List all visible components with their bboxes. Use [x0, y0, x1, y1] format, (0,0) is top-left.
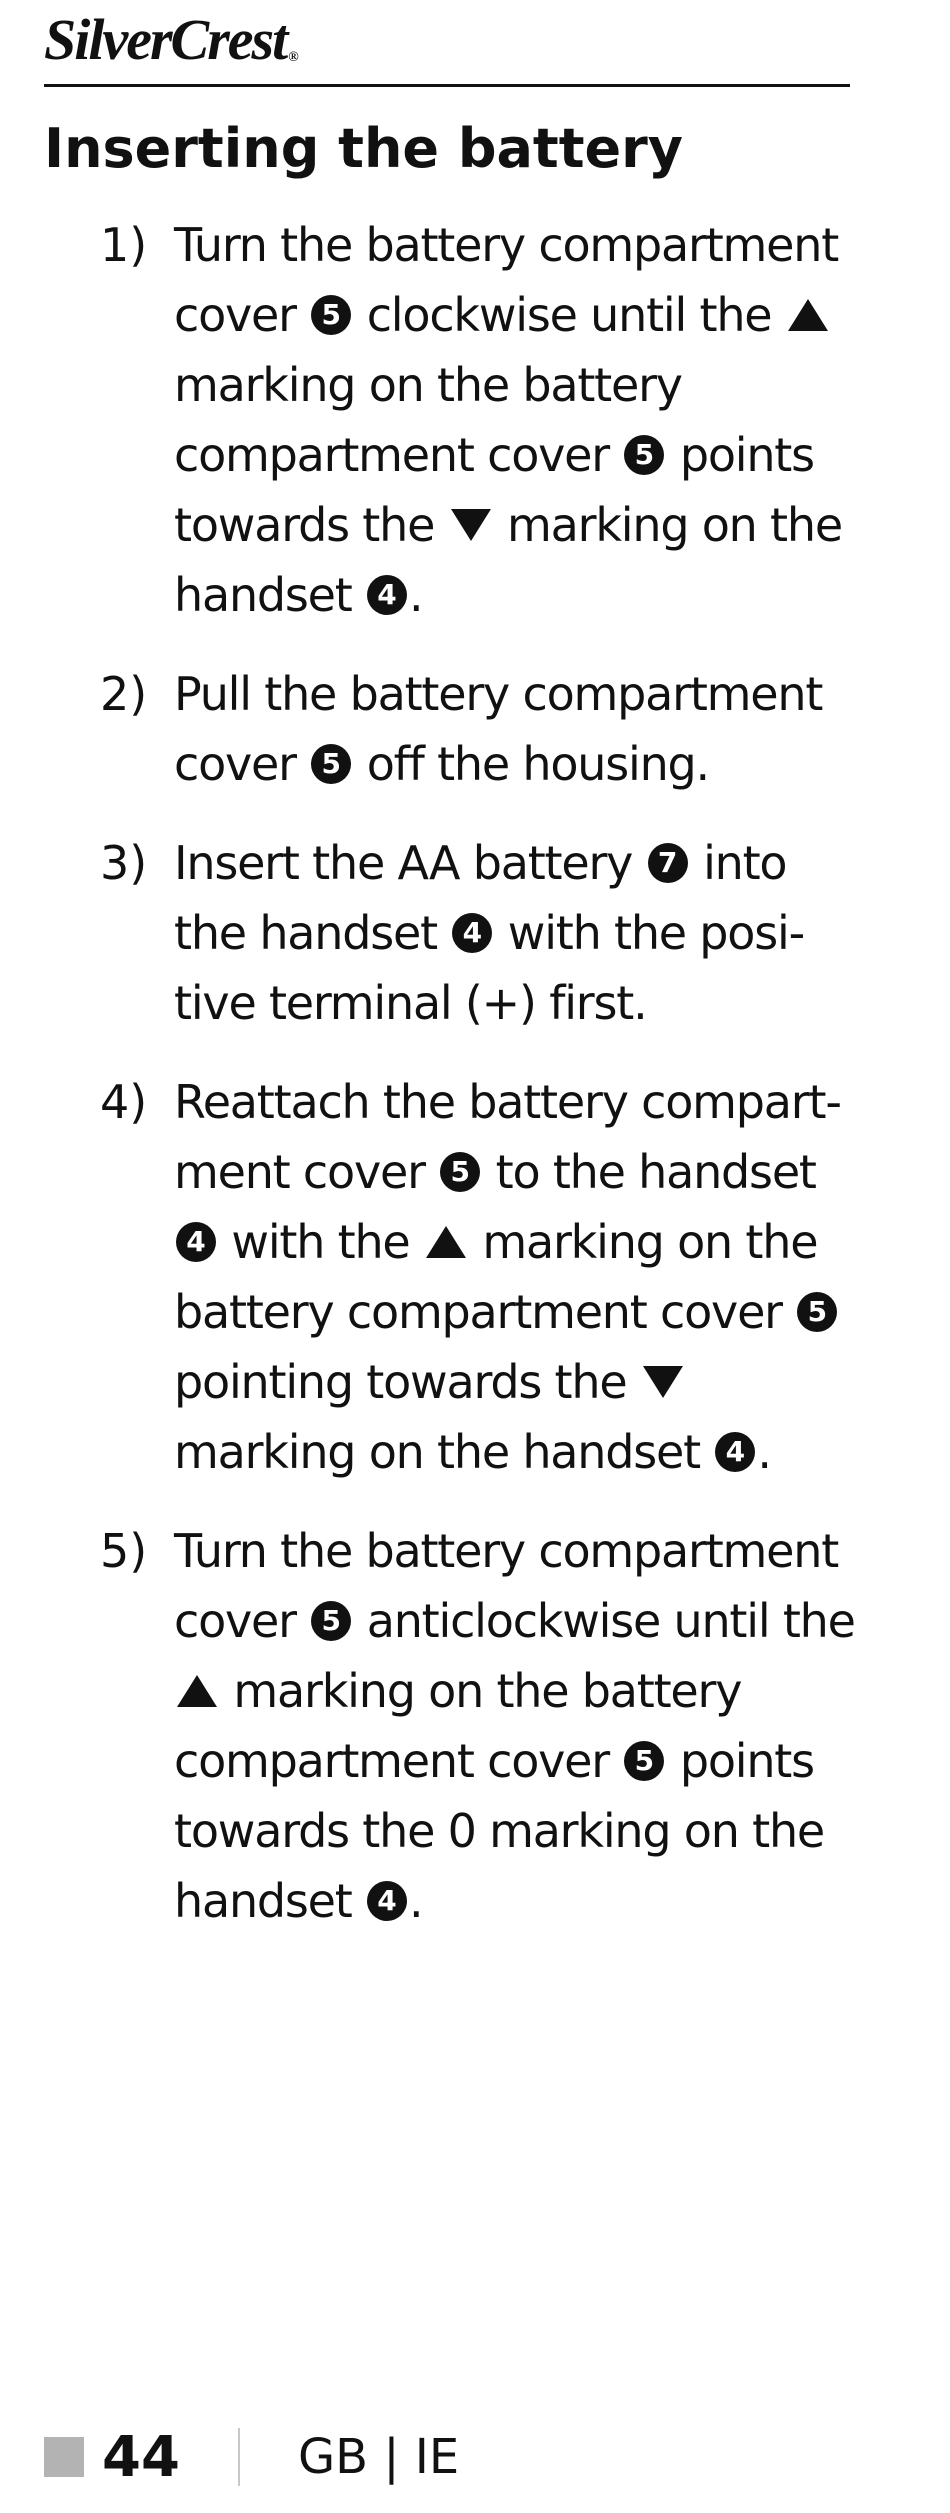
step-number: 5) — [100, 1524, 148, 1578]
triangle-up-icon — [787, 298, 829, 332]
step-number: 3) — [100, 836, 148, 890]
step-number: 4) — [100, 1075, 148, 1129]
step-text-segment: marking on the battery compartment cover — [174, 1215, 818, 1339]
step-number: 1) — [100, 218, 148, 272]
brand-logo — [44, 0, 297, 80]
step-text-segment: into the handset — [174, 836, 787, 960]
step-text — [174, 1067, 860, 1487]
step-text-segment: . — [409, 568, 423, 622]
step-text — [174, 828, 860, 1038]
part-number-badge: 5 — [311, 744, 351, 784]
step-item — [100, 1067, 860, 1487]
step-text-segment: off the housing. — [353, 737, 709, 791]
step-text-segment: Insert the AA battery — [174, 836, 646, 890]
page-footer — [44, 2422, 459, 2492]
part-number-badge: 4 — [176, 1222, 216, 1262]
section-title: Inserting the battery — [44, 117, 684, 180]
step-item — [100, 828, 860, 1038]
step-text-segment: marking on the handset — [174, 1425, 714, 1479]
registered-mark: ® — [288, 50, 297, 65]
triangle-up-icon — [176, 1674, 218, 1708]
step-item — [100, 1516, 860, 1936]
step-text-segment: marking on the battery compartment cover — [174, 1664, 742, 1788]
part-number-badge: 5 — [624, 1741, 664, 1781]
part-number-badge: 5 — [440, 1152, 480, 1192]
part-number-badge: 7 — [648, 843, 688, 883]
step-text — [174, 659, 860, 799]
triangle-up-icon — [425, 1225, 467, 1259]
step-text-segment: marking on the battery compartment cover — [174, 358, 682, 482]
part-number-badge: 5 — [624, 435, 664, 475]
part-number-badge: 4 — [452, 913, 492, 953]
footer-square-marker — [44, 2437, 84, 2477]
step-text-segment: anticlockwise until the — [353, 1594, 855, 1648]
step-text-segment: to the handset — [482, 1145, 816, 1199]
step-text-segment: Turn the battery compartment cover — [174, 218, 839, 342]
triangle-down-icon — [642, 1365, 684, 1399]
step-text-segment: Pull the battery compartment cover — [174, 667, 823, 791]
part-number-badge: 4 — [367, 1881, 407, 1921]
header-rule — [44, 84, 850, 87]
step-text-segment: pointing towards the — [174, 1355, 640, 1409]
step-item — [100, 659, 860, 799]
step-item — [100, 210, 860, 630]
step-text-segment: . — [409, 1874, 423, 1928]
footer-separator — [238, 2428, 240, 2486]
step-text-segment: clockwise until the — [353, 288, 785, 342]
brand-name: SilverCrest — [44, 7, 287, 72]
part-number-badge: 5 — [311, 295, 351, 335]
step-text — [174, 1516, 860, 1936]
step-text-segment: Turn the battery compartment cover — [174, 1524, 839, 1648]
triangle-down-icon — [450, 508, 492, 542]
instruction-steps — [100, 210, 860, 1965]
step-text-segment: with the — [218, 1215, 423, 1269]
step-number: 2) — [100, 667, 148, 721]
part-number-badge: 5 — [311, 1601, 351, 1641]
step-text-segment: marking on the handset — [174, 498, 842, 622]
step-text-segment: . — [757, 1425, 771, 1479]
step-text-segment: with the posi-tive terminal (+) first. — [174, 906, 804, 1030]
step-text-segment: points towards the — [174, 428, 814, 552]
language-label: GB | IE — [297, 2429, 460, 2485]
part-number-badge: 4 — [367, 575, 407, 615]
page-number: 44 — [102, 2424, 180, 2490]
part-number-badge: 5 — [797, 1292, 837, 1332]
part-number-badge: 4 — [715, 1432, 755, 1472]
step-text — [174, 210, 860, 630]
step-text-segment: Reattach the battery compart-ment cover — [174, 1075, 841, 1199]
step-text-segment: points towards the 0 marking on the handset — [174, 1734, 824, 1928]
